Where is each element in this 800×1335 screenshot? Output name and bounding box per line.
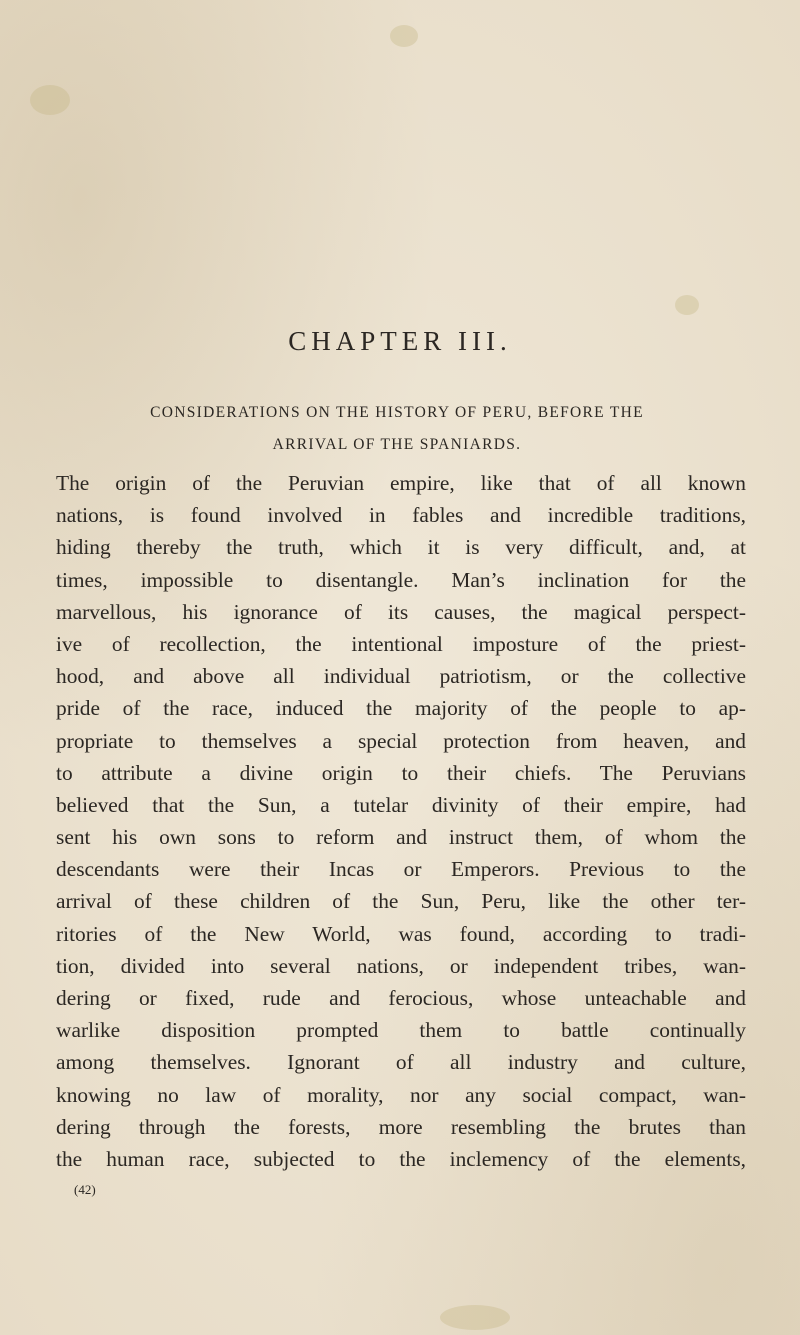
text-line: The origin of the Peruvian empire, like that of all known: [56, 471, 746, 495]
chapter-title: CHAPTER III.: [288, 326, 512, 356]
text-line: sent his own sons to reform and instruct them, of whom the: [56, 825, 746, 850]
text-line: ritories of the New World, was found, according to tradi-: [56, 921, 746, 946]
chapter-subtitle: [50, 397, 744, 461]
text-line: hood, and above all individual patriotism, or the collective: [56, 664, 746, 689]
text-line: pride of the race, induced the majority of the people to ap-: [56, 696, 746, 721]
text-line: knowing no law of morality, nor any social compact, wan-: [56, 1082, 746, 1107]
paper-stain: [440, 1305, 510, 1330]
text-line: nations, is found involved in fables and incredible traditions,: [56, 503, 746, 528]
paper-stain: [30, 85, 70, 115]
paper-stain: [675, 295, 699, 315]
text-line: ive of recollection, the intentional imposture of the priest-: [56, 631, 746, 656]
text-line: descendants were their Incas or Emperors. Previous to the: [56, 857, 746, 882]
text-line: believed that the Sun, a tutelar divinity of their empire, had: [56, 792, 746, 817]
text-line: times, impossible to disentangle. Man’s inclination for the: [56, 567, 746, 592]
paper-stain: [390, 25, 418, 47]
text-line: marvellous, his ignorance of its causes, the magical perspect-: [56, 599, 746, 624]
text-line: propriate to themselves a special protection from heaven, and: [56, 728, 746, 753]
body-paragraph: [56, 467, 746, 1175]
text-line: dering or fixed, rude and ferocious, whose unteachable and: [56, 986, 746, 1010]
text-line: warlike disposition prompted them to battle continually: [56, 1018, 746, 1043]
page-number: (42): [74, 1182, 96, 1197]
text-line: dering through the forests, more resembling the brutes than: [56, 1114, 746, 1139]
text-line: among themselves. Ignorant of all industry and culture,: [56, 1050, 746, 1075]
text-line: arrival of these children of the Sun, Peru, like the other ter-: [56, 889, 746, 914]
text-line: tion, divided into several nations, or independent tribes, wan-: [56, 953, 746, 978]
text-line: to attribute a divine origin to their chiefs. The Peruvians: [56, 760, 746, 785]
chapter-subtitle-line-2: ARRIVAL OF THE SPANIARDS.: [272, 436, 522, 453]
text-line: the human race, subjected to the inclemency of the elements,: [56, 1146, 746, 1171]
chapter-subtitle-line-1: CONSIDERATIONS ON THE HISTORY OF PERU, BEFORE THE: [150, 404, 644, 421]
text-line: hiding thereby the truth, which it is very difficult, and, at: [56, 535, 746, 560]
